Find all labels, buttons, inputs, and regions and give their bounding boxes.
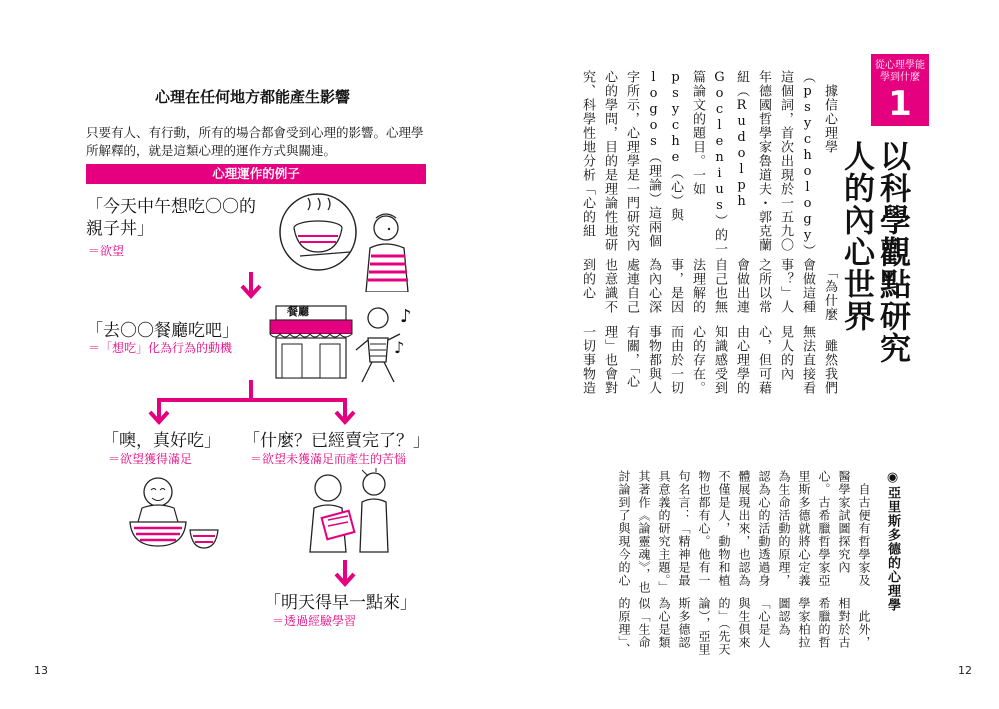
side-heading: ◉亞里斯多德的心理學 [885, 470, 900, 612]
chapter-badge [871, 54, 929, 126]
quote-go-restaurant: 「去〇〇餐廳吃吧」 [86, 321, 239, 341]
tag-motivation: ＝「想吃」化為行為的動機 [88, 341, 233, 355]
body-paragraph: 雖然我們無法直接看見人的內心，但可藉由心理學的知識感受到心的存在。而由於一切事物都與人有關，「心理」也會對一切事物造 [580, 324, 837, 395]
chapter-title-line1: 以科學觀點研究 [874, 140, 910, 364]
quote-lunch-desire: 「今天中午想吃〇〇的親子丼」 [86, 197, 256, 239]
tag-satisfied: ＝欲望獲得滿足 [108, 452, 193, 466]
tag-desire: ＝欲望 [88, 244, 125, 258]
music-note-icon: ♪ [394, 338, 405, 357]
quote-delicious: 「噢，真好吃」 [102, 431, 221, 451]
chapter-title-line2: 人的內心世界 [838, 140, 874, 332]
tag-learning: ＝透過經驗學習 [272, 614, 357, 628]
body-paragraph: 據信心理學（psychology）這個詞，首次出現於一五九〇年德國哲學家魯道夫・郭克蘭紐（Rudolph Goclenius）的一篇論文的題目。一如psyche（心）與logos（理論）這兩個字所示，心理學是一門研究內心的學問，目的是理論性地研究、科學性地分析「心的組 [580, 70, 837, 258]
restaurant-sign: 餐廳 [287, 305, 309, 318]
examples-banner: 心理運作的例子 [86, 164, 426, 184]
quote-sold-out: 「什麼？已經賣完了？」 [243, 431, 430, 451]
side-paragraph: 此外，相對於古希臘的哲學家柏拉圖認為「心是人與生俱來的」（先天論），亞里斯多德認為心是類似「生命的原理」、 [617, 596, 871, 656]
page-heading: 心理在任何地方都能產生影響 [155, 88, 351, 106]
side-paragraph: 自古便有哲學家及醫學家試圖探究內心。古希臘哲學家亞里斯多德就將心定義為生命活動的原理，認為心的活動透過身體展現出來，也認為不僅是人，動物和植物也都有心。他有一句名言：「精神是最具意義的研究主題。」其著作《論靈魂》，也討論到了與現今的心 [617, 470, 871, 594]
page-number-right: 12 [958, 664, 972, 677]
body-paragraph: 「為什麼會做這種事？」人之所以常會做出連自己也無法理解的事，是因為內心深處連自己也意識不到的心 [580, 258, 837, 322]
tag-frustrated: ＝欲望未獲滿足而產生的苦惱 [250, 452, 407, 466]
badge-subtitle: 從心理學能學到什麼 [875, 60, 925, 83]
intro-text: 只要有人、有行動，所有的場合都會受到心理的影響。心理學所解釋的，就是這類心理的運作方式與關連。 [86, 125, 424, 158]
badge-number: 1 [888, 84, 912, 124]
quote-come-earlier: 「明天得早一點來」 [264, 593, 417, 613]
main-body [578, 70, 840, 400]
side-body [612, 470, 874, 660]
page-number-left: 13 [34, 664, 48, 677]
music-note-icon: ♪ [400, 306, 412, 327]
